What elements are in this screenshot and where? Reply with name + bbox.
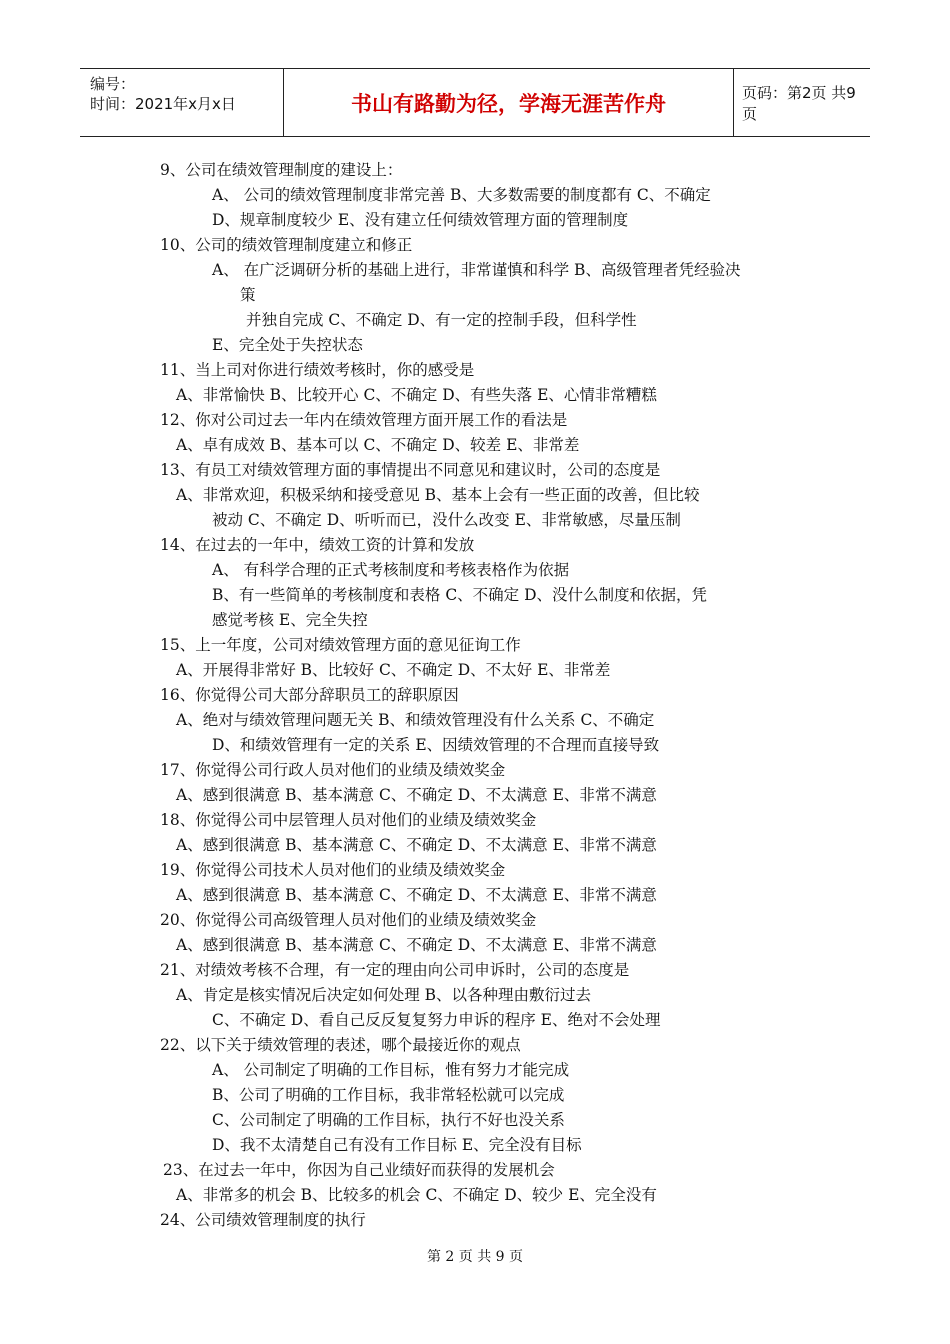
- question-line: 19、你觉得公司技术人员对他们的业绩及绩效奖金: [160, 861, 506, 879]
- question-line: 13、有员工对绩效管理方面的事情提出不同意见和建议时，公司的态度是: [160, 461, 661, 479]
- question-line: 21、对绩效考核不合理，有一定的理由向公司申诉时，公司的态度是: [160, 961, 630, 979]
- question-line: 22、以下关于绩效管理的表述，哪个最接近你的观点: [160, 1036, 521, 1054]
- question-line: 16、你觉得公司大部分辞职员工的辞职原因: [160, 686, 459, 704]
- option-line: A、非常多的机会 B、比较多的机会 C、不确定 D、较少 E、完全没有: [176, 1186, 657, 1204]
- option-line: 策: [240, 286, 256, 304]
- document-time-label: 时间：2021年x月x日: [90, 95, 236, 113]
- option-line: A、绝对与绩效管理问题无关 B、和绩效管理没有什么关系 C、不确定: [176, 711, 655, 729]
- document-number-label: 编号：: [90, 75, 136, 93]
- option-line: A、 公司制定了明确的工作目标，惟有努力才能完成: [212, 1061, 570, 1079]
- option-line: A、 在广泛调研分析的基础上进行，非常谨慎和科学 B、高级管理者凭经验决: [212, 261, 741, 279]
- option-line: A、肯定是核实情况后决定如何处理 B、以各种理由敷衍过去: [176, 986, 592, 1004]
- question-line: 17、你觉得公司行政人员对他们的业绩及绩效奖金: [160, 761, 506, 779]
- option-line: B、有一些简单的考核制度和表格 C、不确定 D、没什么制度和依据，凭: [212, 586, 708, 604]
- option-line: A、卓有成效 B、基本可以 C、不确定 D、较差 E、非常差: [176, 436, 580, 454]
- header-meta: [80, 69, 283, 136]
- question-line: 9、公司在绩效管理制度的建设上：: [160, 161, 403, 179]
- question-line: 12、你对公司过去一年内在绩效管理方面开展工作的看法是: [160, 411, 568, 429]
- option-line: D、规章制度较少 E、没有建立任何绩效管理方面的管理制度: [212, 211, 629, 229]
- question-line: 23、在过去一年中，你因为自己业绩好而获得的发展机会: [163, 1161, 555, 1179]
- option-line: A、非常欢迎，积极采纳和接受意见 B、基本上会有一些正面的改善，但比较: [176, 486, 700, 504]
- option-line: E、完全处于失控状态: [212, 336, 363, 354]
- option-line: A、开展得非常好 B、比较好 C、不确定 D、不太好 E、非常差: [176, 661, 611, 679]
- option-line: D、和绩效管理有一定的关系 E、因绩效管理的不合理而直接导致: [212, 736, 660, 754]
- option-line: D、我不太清楚自己有没有工作目标 E、完全没有目标: [212, 1136, 582, 1154]
- option-line: A、 公司的绩效管理制度非常完善 B、大多数需要的制度都有 C、不确定: [212, 186, 711, 204]
- question-line: 20、你觉得公司高级管理人员对他们的业绩及绩效奖金: [160, 911, 537, 929]
- option-line: A、感到很满意 B、基本满意 C、不确定 D、不太满意 E、非常不满意: [176, 836, 657, 854]
- question-line: 18、你觉得公司中层管理人员对他们的业绩及绩效奖金: [160, 811, 537, 829]
- option-line: C、不确定 D、看自己反反复复努力申诉的程序 E、绝对不会处理: [212, 1011, 661, 1029]
- option-line: A、感到很满意 B、基本满意 C、不确定 D、不太满意 E、非常不满意: [176, 886, 657, 904]
- question-line: 14、在过去的一年中，绩效工资的计算和发放: [160, 536, 475, 554]
- option-line: A、 有科学合理的正式考核制度和考核表格作为依据: [212, 561, 570, 579]
- page-header: [80, 68, 870, 137]
- question-line: 24、公司绩效管理制度的执行: [160, 1211, 366, 1229]
- option-line: 并独自完成 C、不确定 D、有一定的控制手段，但科学性: [246, 311, 637, 329]
- question-line: 10、公司的绩效管理制度建立和修正: [160, 236, 413, 254]
- option-line: 被动 C、不确定 D、听听而已，没什么改变 E、非常敏感，尽量压制: [212, 511, 681, 529]
- option-line: 感觉考核 E、完全失控: [212, 611, 368, 629]
- option-line: B、公司了明确的工作目标，我非常轻松就可以完成: [212, 1086, 565, 1104]
- option-line: A、感到很满意 B、基本满意 C、不确定 D、不太满意 E、非常不满意: [176, 936, 657, 954]
- option-line: A、感到很满意 B、基本满意 C、不确定 D、不太满意 E、非常不满意: [176, 786, 657, 804]
- option-line: A、非常愉快 B、比较开心 C、不确定 D、有些失落 E、心情非常糟糕: [176, 386, 657, 404]
- header-motto: 书山有路勤为径，学海无涯苦作舟: [351, 91, 666, 116]
- question-line: 11、当上司对你进行绩效考核时，你的感受是: [160, 361, 475, 379]
- header-page-info: 页码：第2页 共9页: [742, 83, 856, 123]
- option-line: C、公司制定了明确的工作目标，执行不好也没关系: [212, 1111, 565, 1129]
- question-line: 15、上一年度，公司对绩效管理方面的意见征询工作: [160, 636, 521, 654]
- page-footer: 第 2 页 共 9 页: [426, 1249, 524, 1265]
